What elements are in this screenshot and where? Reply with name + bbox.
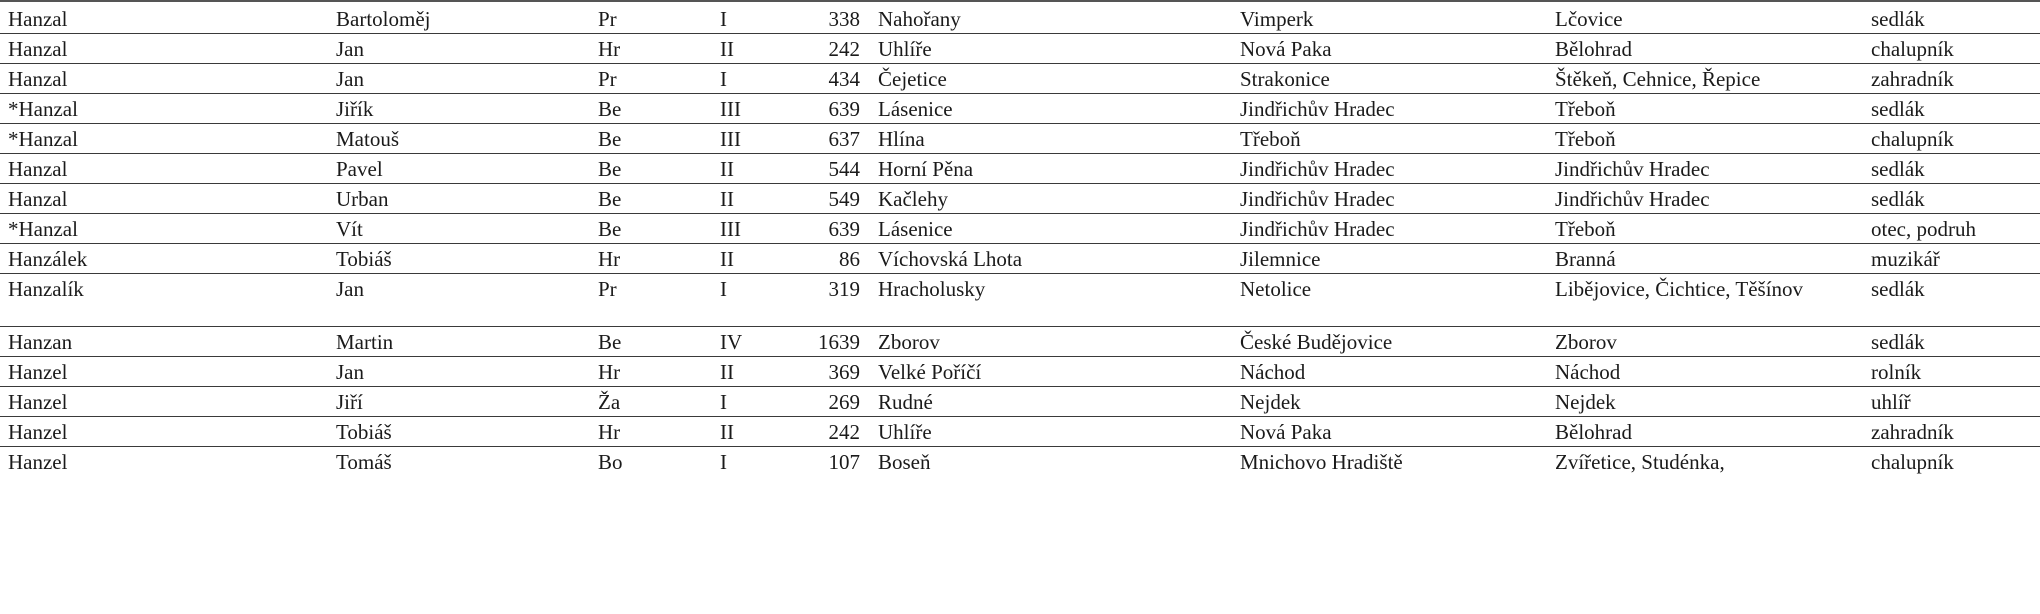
volume-cell: II: [700, 417, 782, 447]
village-cell: Zborov: [870, 327, 1232, 357]
region-cell: Bo: [598, 450, 623, 474]
volume-cell: III: [700, 214, 782, 244]
occupation-cell: chalupník: [1871, 450, 1954, 474]
surname-cell: Hanzel: [0, 357, 328, 387]
surname-cell: Hanzal: [0, 64, 328, 94]
estate-cell: Nejdek: [1547, 387, 1863, 417]
page-number-cell: 107: [828, 450, 860, 474]
volume-cell: II: [700, 34, 782, 64]
occupation-cell: zahradník: [1863, 64, 2040, 94]
village-cell: Lásenice: [870, 214, 1232, 244]
surname-cell: Hanzel: [0, 417, 328, 447]
table-row: [0, 4, 2040, 34]
given-name-cell: Urban: [328, 184, 586, 214]
district-cell: Vimperk: [1232, 4, 1547, 34]
volume-cell: I: [700, 64, 782, 94]
volume-cell: II: [700, 357, 782, 387]
estate-cell: Zborov: [1547, 327, 1863, 357]
district-cell: Nejdek: [1232, 387, 1547, 417]
given-name-cell: Jiří: [328, 387, 586, 417]
occupation-cell: zahradník: [1863, 417, 2040, 447]
region-cell: Hr: [586, 417, 700, 447]
village-cell: Hlína: [870, 124, 1232, 154]
estate-cell: Třeboň: [1547, 214, 1863, 244]
village-cell: Víchovská Lhota: [870, 244, 1232, 274]
page-number-cell: 242: [782, 417, 870, 447]
given-name-cell: Jan: [328, 357, 586, 387]
region-cell: Be: [586, 154, 700, 184]
table-row: [0, 244, 2040, 274]
region-cell: Be: [586, 214, 700, 244]
village-cell: Hracholusky: [870, 274, 1232, 327]
estate-cell: Třeboň: [1547, 124, 1863, 154]
village-cell: Čejetice: [870, 64, 1232, 94]
given-name-cell: Vít: [328, 214, 586, 244]
district-cell: Náchod: [1232, 357, 1547, 387]
table-row: [0, 34, 2040, 64]
occupation-cell: sedlák: [1863, 4, 2040, 34]
region-cell: Pr: [586, 274, 700, 327]
table-row: [0, 154, 2040, 184]
occupation-cell: rolník: [1863, 357, 2040, 387]
register-table: [0, 4, 2040, 476]
given-name-cell: Jan: [328, 274, 586, 327]
page-number-cell: 549: [782, 184, 870, 214]
estate-cell: Jindřichův Hradec: [1547, 154, 1863, 184]
volume-cell: I: [720, 450, 727, 474]
page-number-cell: 269: [782, 387, 870, 417]
estate-cell: Náchod: [1547, 357, 1863, 387]
given-name-cell: Jiřík: [328, 94, 586, 124]
surname-cell: *Hanzal: [0, 94, 328, 124]
region-cell: Hr: [586, 244, 700, 274]
surname-cell: Hanzal: [0, 184, 328, 214]
district-cell: Jindřichův Hradec: [1232, 154, 1547, 184]
page-number-cell: 369: [782, 357, 870, 387]
occupation-cell: sedlák: [1863, 154, 2040, 184]
region-cell: Hr: [586, 357, 700, 387]
region-cell: Ža: [586, 387, 700, 417]
surname-cell: Hanzálek: [0, 244, 328, 274]
volume-cell: I: [700, 4, 782, 34]
occupation-cell: chalupník: [1863, 124, 2040, 154]
occupation-cell: sedlák: [1863, 94, 2040, 124]
table-row: [0, 417, 2040, 447]
district-cell: Jindřichův Hradec: [1232, 214, 1547, 244]
village-cell: Horní Pěna: [870, 154, 1232, 184]
table-row: [0, 387, 2040, 417]
page-number-cell: 639: [782, 94, 870, 124]
volume-cell: I: [700, 387, 782, 417]
table-row: [0, 447, 2040, 477]
estate-cell: Libějovice, Čichtice, Těšínov: [1547, 274, 1863, 327]
volume-cell: IV: [700, 327, 782, 357]
region-cell: Be: [586, 124, 700, 154]
surname-cell: Hanzan: [0, 327, 328, 357]
district-cell: Strakonice: [1232, 64, 1547, 94]
table-row: [0, 184, 2040, 214]
surname-cell: *Hanzal: [0, 214, 328, 244]
page-number-cell: 637: [782, 124, 870, 154]
district-cell: Mnichovo Hradiště: [1240, 450, 1403, 474]
village-cell: Nahořany: [870, 4, 1232, 34]
district-cell: Netolice: [1232, 274, 1547, 327]
table-row: [0, 214, 2040, 244]
estate-cell: Bělohrad: [1547, 34, 1863, 64]
table-row: [0, 327, 2040, 357]
table-row: [0, 124, 2040, 154]
occupation-cell: sedlák: [1863, 184, 2040, 214]
surname-cell: Hanzal: [0, 34, 328, 64]
given-name-cell: Jan: [328, 64, 586, 94]
district-cell: České Budějovice: [1232, 327, 1547, 357]
district-cell: Třeboň: [1232, 124, 1547, 154]
table-row: [0, 357, 2040, 387]
given-name-cell: Pavel: [328, 154, 586, 184]
given-name-cell: Tobiáš: [328, 417, 586, 447]
district-cell: Jilemnice: [1232, 244, 1547, 274]
page-number-cell: 242: [782, 34, 870, 64]
given-name-cell: Jan: [328, 34, 586, 64]
surname-cell: Hanzalík: [0, 274, 328, 327]
village-cell: Boseň: [878, 450, 931, 474]
table-row: [0, 94, 2040, 124]
occupation-cell: sedlák: [1863, 327, 2040, 357]
village-cell: Rudné: [870, 387, 1232, 417]
volume-cell: II: [700, 184, 782, 214]
surname-cell: Hanzel: [0, 387, 328, 417]
district-cell: Jindřichův Hradec: [1232, 184, 1547, 214]
given-name-cell: Matouš: [328, 124, 586, 154]
volume-cell: III: [700, 94, 782, 124]
surname-cell: Hanzal: [0, 4, 328, 34]
village-cell: Lásenice: [870, 94, 1232, 124]
top-rule: [0, 0, 2040, 2]
estate-cell: Branná: [1547, 244, 1863, 274]
village-cell: Uhlíře: [870, 34, 1232, 64]
occupation-cell: sedlák: [1863, 274, 2040, 327]
region-cell: Be: [586, 184, 700, 214]
estate-cell: Štěkeň, Cehnice, Řepice: [1547, 64, 1863, 94]
page-number-cell: 86: [782, 244, 870, 274]
page-number-cell: 639: [782, 214, 870, 244]
given-name-cell: Bartoloměj: [328, 4, 586, 34]
estate-cell: Zvířetice, Studénka,: [1555, 450, 1725, 474]
volume-cell: III: [700, 124, 782, 154]
occupation-cell: uhlíř: [1863, 387, 2040, 417]
district-cell: Nová Paka: [1232, 417, 1547, 447]
region-cell: Pr: [586, 64, 700, 94]
district-cell: Jindřichův Hradec: [1232, 94, 1547, 124]
given-name-cell: Tomáš: [336, 450, 392, 474]
table-row: [0, 64, 2040, 94]
surname-cell: Hanzal: [0, 154, 328, 184]
volume-cell: II: [700, 244, 782, 274]
page-number-cell: 319: [782, 274, 870, 327]
district-cell: Nová Paka: [1232, 34, 1547, 64]
village-cell: Velké Poříčí: [870, 357, 1232, 387]
village-cell: Uhlíře: [870, 417, 1232, 447]
volume-cell: I: [700, 274, 782, 327]
village-cell: Kačlehy: [870, 184, 1232, 214]
occupation-cell: otec, podruh: [1863, 214, 2040, 244]
page-number-cell: 544: [782, 154, 870, 184]
region-cell: Be: [586, 94, 700, 124]
estate-cell: Lčovice: [1547, 4, 1863, 34]
given-name-cell: Tobiáš: [328, 244, 586, 274]
region-cell: Hr: [586, 34, 700, 64]
estate-cell: Třeboň: [1547, 94, 1863, 124]
surname-cell: Hanzel: [8, 450, 68, 474]
occupation-cell: muzikář: [1863, 244, 2040, 274]
volume-cell: II: [700, 154, 782, 184]
region-cell: Pr: [586, 4, 700, 34]
table-row: [0, 274, 2040, 327]
estate-cell: Jindřichův Hradec: [1547, 184, 1863, 214]
surname-cell: *Hanzal: [0, 124, 328, 154]
page-number-cell: 434: [782, 64, 870, 94]
estate-cell: Bělohrad: [1547, 417, 1863, 447]
region-cell: Be: [586, 327, 700, 357]
page-number-cell: 1639: [782, 327, 870, 357]
given-name-cell: Martin: [328, 327, 586, 357]
page-number-cell: 338: [782, 4, 870, 34]
occupation-cell: chalupník: [1863, 34, 2040, 64]
